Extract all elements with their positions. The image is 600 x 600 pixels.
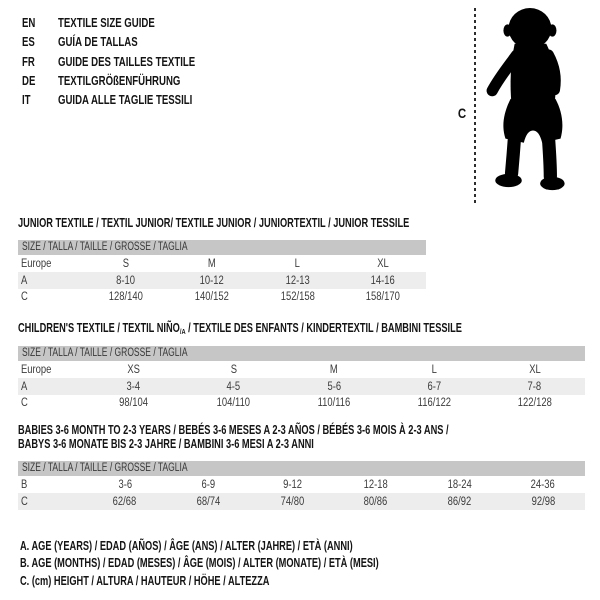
table-row-c — [18, 289, 426, 305]
children-textile-title: CHILDREN'S TEXTILE / TEXTIL NIÑO/A / TEXTILE DES ENFANTS / KINDERTEXTIL / BAMBINI TESSILE — [18, 321, 462, 336]
baby-silhouette-image — [482, 7, 584, 207]
table-row-europe — [18, 256, 426, 272]
row-label: A — [21, 380, 28, 393]
language-row-en — [22, 13, 243, 32]
babies-size-table — [18, 461, 585, 510]
table-cell: L — [431, 364, 438, 377]
children-table-rows — [18, 362, 585, 411]
language-row-es — [22, 32, 243, 51]
language-title: GUIDA ALLE TAGLIE TESSILI — [58, 92, 193, 108]
table-cell: 62/68 — [113, 495, 137, 508]
table-cell: S — [122, 258, 130, 271]
table-cell: 122/128 — [517, 396, 552, 409]
table-cell: 12-13 — [285, 274, 310, 287]
table-cell: 6-9 — [201, 479, 216, 492]
babies-textile-title: BABIES 3-6 MONTH TO 2-3 YEARS / BEBÉS 3-6 MESES A 2-3 AÑOS / BÉBÉS 3-6 MOIS À 2-3 ANS / BABYS 3-6 MONATE BIS 2-3 JAHRE / BAMBINI 3-6 MESI A 2-3 ANNI — [18, 423, 449, 451]
legend — [20, 537, 505, 590]
language-code: FR — [22, 53, 35, 69]
table-cell: 140/152 — [194, 290, 229, 303]
junior-textile-title: JUNIOR TEXTILE / TEXTIL JUNIOR/ TEXTILE JUNIOR / JUNIORTEXTIL / JUNIOR TESSILE — [18, 216, 410, 230]
babies-table-rows — [18, 477, 585, 510]
table-cell: 152/158 — [280, 290, 315, 303]
table-cell: 116/122 — [417, 396, 452, 409]
table-row-c — [18, 493, 585, 509]
table-cell: 14-16 — [371, 274, 396, 287]
table-cell: 128/140 — [108, 290, 143, 303]
legend-line-b: B. AGE (MONTHS) / EDAD (MESES) / ÂGE (MOIS) / ALTER (MONATE) / ETÀ (MESI) — [20, 556, 379, 571]
table-cell: 98/104 — [118, 396, 148, 409]
table-cell: L — [294, 258, 301, 271]
language-code: IT — [22, 92, 31, 108]
language-title: GUÍA DE TALLAS — [58, 34, 138, 50]
table-cell: 4-5 — [226, 380, 241, 393]
table-cell: 86/92 — [447, 495, 472, 508]
table-cell: 3-4 — [126, 380, 141, 393]
size-header-bar: SIZE / TALLA / TAILLE / GRÖSSE / TAGLIA — [18, 461, 585, 476]
legend-line-c: C. (cm) HEIGHT / ALTURA / HAUTEUR / HÖHE / ALTEZZA — [20, 573, 270, 588]
table-cell: 12-18 — [363, 479, 388, 492]
table-cell: 9-12 — [282, 479, 302, 492]
junior-size-table — [18, 240, 426, 305]
row-label: C — [21, 290, 28, 303]
table-cell: 10-12 — [199, 274, 224, 287]
table-cell: 5-6 — [327, 380, 341, 393]
table-cell: XS — [126, 364, 140, 377]
table-cell: S — [230, 364, 237, 377]
table-cell: 3-6 — [118, 479, 132, 492]
language-list — [22, 13, 243, 109]
row-label: C — [21, 396, 28, 409]
table-cell: 8-10 — [116, 274, 136, 287]
language-code: EN — [22, 15, 36, 31]
table-cell: 24-36 — [531, 479, 556, 492]
language-row-it — [22, 90, 243, 109]
children-size-table — [18, 346, 585, 411]
row-label: B — [21, 479, 28, 492]
row-label: Europe — [21, 364, 52, 377]
table-row-b — [18, 477, 585, 493]
height-measure-label: C — [457, 105, 467, 121]
language-code: ES — [22, 34, 35, 50]
table-row-europe — [18, 362, 585, 378]
table-cell: 110/116 — [317, 396, 351, 409]
language-row-fr — [22, 52, 243, 71]
language-title: TEXTILE SIZE GUIDE — [58, 15, 155, 31]
table-cell: 68/74 — [196, 495, 221, 508]
table-cell: M — [207, 258, 216, 271]
table-row-a — [18, 378, 585, 394]
table-cell: 6-7 — [427, 380, 442, 393]
table-cell: 7-8 — [527, 380, 542, 393]
row-label: C — [21, 495, 28, 508]
junior-table-rows — [18, 256, 426, 305]
size-header-bar: SIZE / TALLA / TAILLE / GRÖSSE / TAGLIA — [18, 240, 426, 255]
table-cell: XL — [529, 364, 541, 377]
table-cell: 18-24 — [447, 479, 472, 492]
title-subscript: /A — [179, 327, 186, 336]
language-code: DE — [22, 73, 36, 89]
table-cell: 74/80 — [280, 495, 304, 508]
legend-line-a: A. AGE (YEARS) / EDAD (AÑOS) / ÂGE (ANS) / ALTER (JAHRE) / ETÀ (ANNI) — [20, 538, 353, 553]
table-row-c — [18, 395, 585, 411]
row-label: Europe — [21, 258, 52, 271]
size-header-bar: SIZE / TALLA / TAILLE / GRÖSSE / TAGLIA — [18, 346, 585, 361]
table-cell: 92/98 — [531, 495, 555, 508]
language-row-de — [22, 71, 243, 90]
table-cell: 158/170 — [366, 290, 401, 303]
table-cell: 80/86 — [364, 495, 388, 508]
height-measure-line — [474, 8, 476, 206]
table-cell: M — [330, 364, 338, 377]
row-label: A — [21, 274, 28, 287]
table-cell: 104/110 — [216, 396, 251, 409]
language-title: TEXTILGRÖßENFÜHRUNG — [58, 73, 181, 89]
table-cell: XL — [377, 258, 389, 271]
table-row-a — [18, 272, 426, 288]
language-title: GUIDE DES TAILLES TEXTILE — [58, 53, 196, 69]
